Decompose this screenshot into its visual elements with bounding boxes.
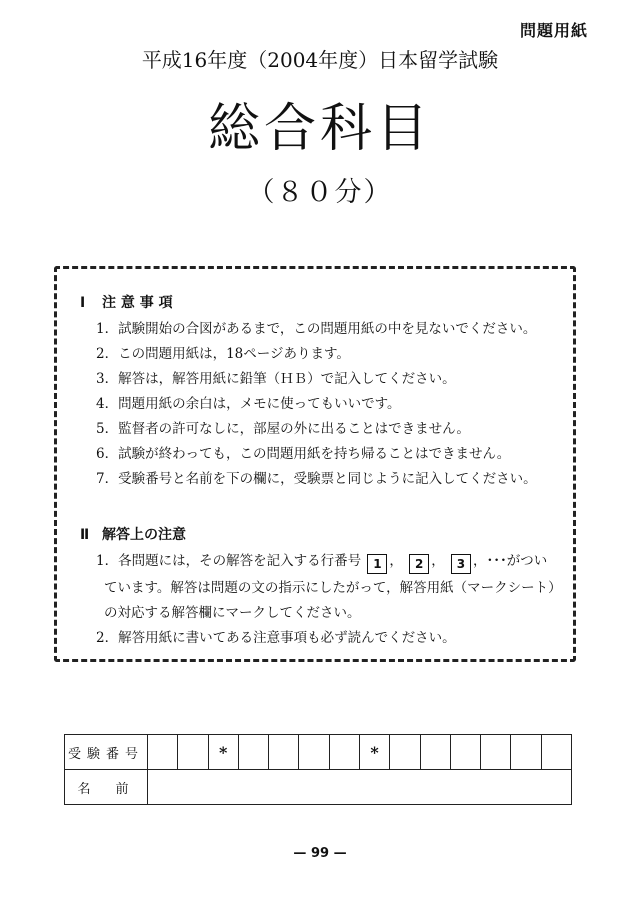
examinee-number-cell[interactable]: [450, 735, 480, 770]
exam-duration: （８０分）: [247, 177, 393, 208]
examinee-number-cell[interactable]: [238, 735, 268, 770]
page-number: — 99 —: [293, 846, 347, 861]
exam-header: 平成16年度（2004年度）日本留学試験: [141, 48, 499, 72]
section-1-title: 注 意 事 項: [102, 295, 173, 311]
examinee-number-cell[interactable]: [481, 735, 511, 770]
paper-type-label: 問題用紙: [519, 21, 588, 40]
section-2-title: 解答上の注意: [102, 527, 186, 543]
examinee-number-cell[interactable]: [390, 735, 420, 770]
examinee-number-label: 受験番号: [65, 735, 148, 770]
answer-note-item: 1．各問題には，その解答を記入する行番号 1 ， 2 ， 3 ，･･･がつい: [96, 549, 547, 574]
examinee-number-cell[interactable]: [299, 735, 329, 770]
instruction-item: 2．この問題用紙は，18ページあります。: [96, 346, 350, 362]
instruction-item: 5．監督者の許可なしに，部屋の外に出ることはできません。: [96, 421, 470, 437]
instruction-item: 7．受験番号と名前を下の欄に，受験票と同じように記入してください。: [96, 471, 537, 487]
examinee-number-cell: *: [359, 735, 389, 770]
examinee-info-table: [64, 734, 572, 805]
instruction-item: 4．問題用紙の余白は，メモに使ってもいいです。: [96, 396, 401, 412]
answer-note-item: 2．解答用紙に書いてある注意事項も必ず読んでください。: [96, 630, 456, 646]
name-label: 名 前: [65, 770, 148, 805]
row-number-box: 1: [367, 554, 387, 574]
examinee-number-cell[interactable]: [148, 735, 178, 770]
answer-note-continuation: の対応する解答欄にマークしてください。: [104, 605, 361, 621]
row-number-box: 2: [409, 554, 429, 574]
section-1-number: Ⅰ: [80, 295, 86, 311]
row-number-box: 3: [451, 554, 471, 574]
section-2-number: Ⅱ: [80, 527, 90, 543]
name-row: [65, 770, 572, 805]
answer-note-continuation: ています。解答は問題の文の指示にしたがって，解答用紙（マークシート）: [104, 580, 562, 596]
examinee-number-cell[interactable]: [178, 735, 208, 770]
examinee-number-cell[interactable]: [329, 735, 359, 770]
examinee-number-cell[interactable]: [269, 735, 299, 770]
instruction-item: 3．解答は，解答用紙に鉛筆（ＨＢ）で記入してください。: [96, 371, 456, 387]
subject-title: 総合科目: [207, 99, 432, 159]
examinee-number-cell[interactable]: [541, 735, 571, 770]
section-1-heading: [80, 292, 173, 312]
instruction-item: 1．試験開始の合図があるまで，この問題用紙の中を見ないでください。: [96, 321, 537, 337]
examinee-number-cell[interactable]: [511, 735, 541, 770]
examinee-number-cell[interactable]: [420, 735, 450, 770]
name-field[interactable]: [148, 770, 572, 805]
instruction-item: 6．試験が終わっても，この問題用紙を持ち帰ることはできません。: [96, 446, 511, 462]
examinee-number-cell: *: [208, 735, 238, 770]
section-2-heading: [80, 524, 186, 544]
examinee-number-row: [65, 735, 572, 770]
